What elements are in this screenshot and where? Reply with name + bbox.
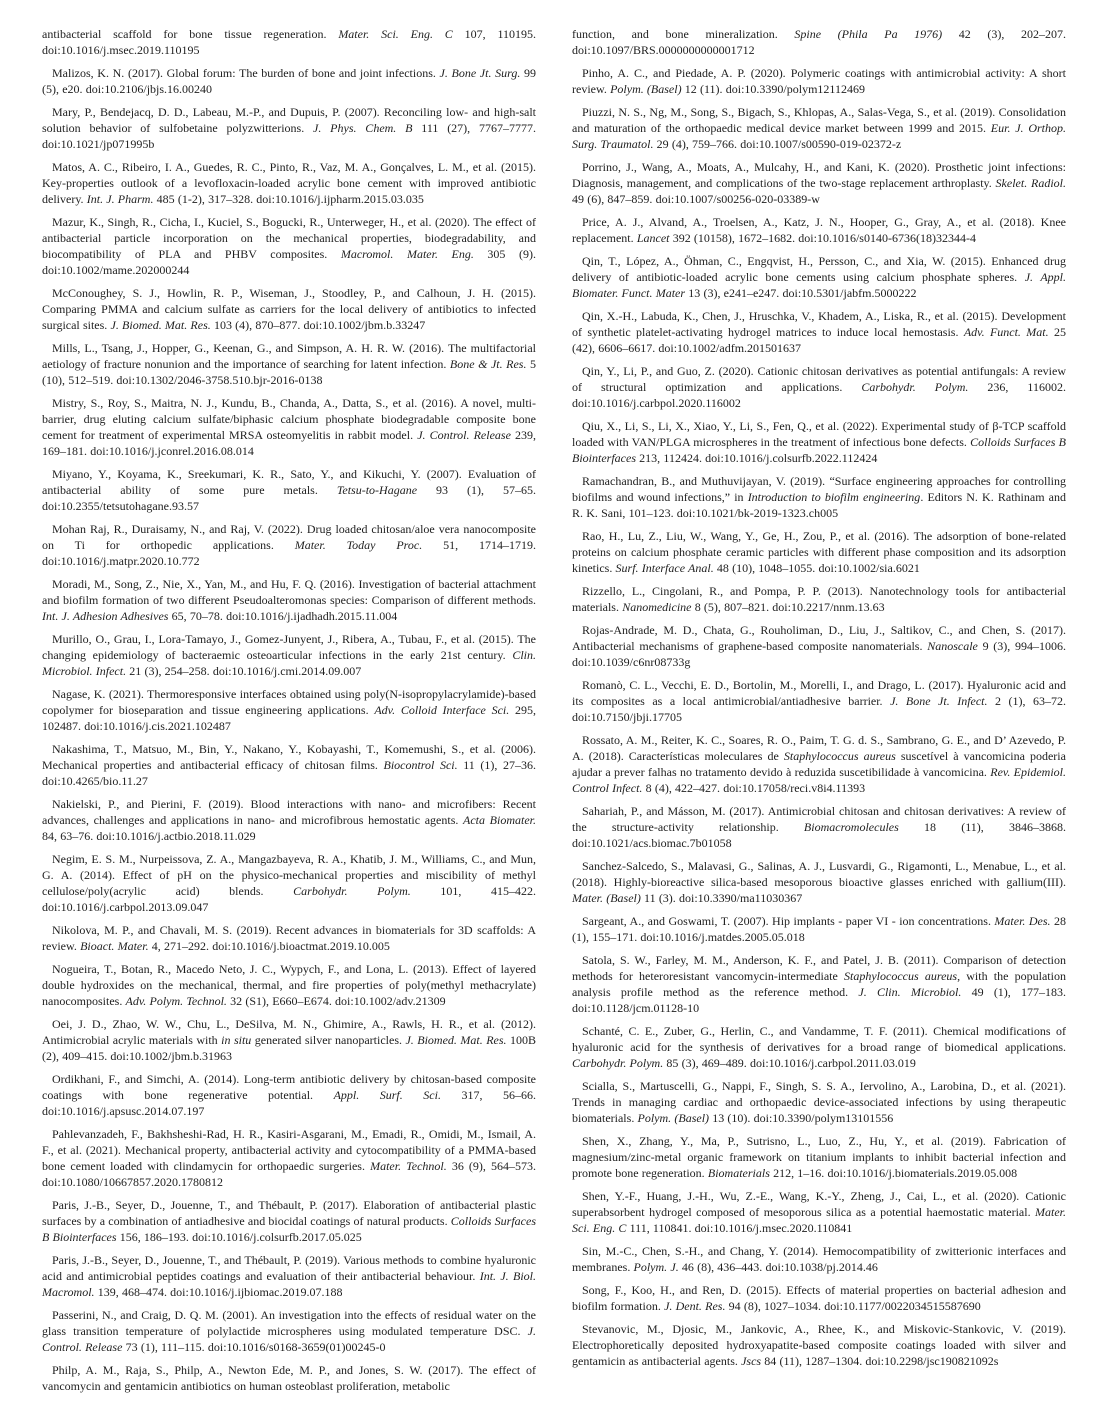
reference-item: [572, 1282, 1066, 1314]
reference-text-segment: 392 (10158), 1672–1682. doi:10.1016/s0140-6736(18)32344-4: [669, 231, 976, 245]
reference-text-segment: Paris, J.-B., Seyer, D., Jouenne, T., and Thébault, P. (2019). Various methods to combine hyaluronic acid and antimicrobial peptides coatings and evaluation of their antibacterial behaviour.: [42, 1253, 536, 1283]
reference-item: [572, 308, 1066, 356]
reference-italic-segment: J. Bone Jt. Surg.: [439, 66, 521, 80]
reference-text-segment: 49 (6), 847–859. doi:10.1007/s00256-020-03389-w: [572, 192, 820, 206]
reference-italic-segment: J. Dent. Res.: [664, 1299, 726, 1313]
reference-item: [42, 1071, 536, 1119]
reference-italic-segment: J. Appl. Biomater. Funct. Mater: [572, 270, 1066, 300]
reference-item: [42, 1016, 536, 1064]
reference-italic-segment: J. Control. Release: [42, 1324, 536, 1354]
reference-item: [572, 858, 1066, 906]
reference-italic-segment: Mater. Technol.: [370, 1159, 447, 1173]
reference-item: [572, 104, 1066, 152]
reference-item: [572, 159, 1066, 207]
reference-text-segment: 99 (5), e20. doi:10.2106/jbjs.16.00240: [42, 66, 536, 96]
reference-italic-segment: Carbohydr. Polym.: [572, 1056, 664, 1070]
reference-italic-segment: J. Biomed. Mat. Res.: [405, 1033, 507, 1047]
reference-text-segment: 111 (27), 7767–7777. doi:10.1021/jp071995b: [42, 121, 536, 151]
reference-text-segment: 5 (10), 512–519. doi:10.1302/2046-3758.510.bjr-2016-0138: [42, 357, 537, 387]
reference-text-segment: Sin, M.-C., Chen, S.-H., and Chang, Y. (2014). Hemocompatibility of zwitterionic interfaces and membranes.: [572, 1244, 1066, 1274]
reference-text-segment: Shen, Y.-F., Huang, J.-H., Wu, Z.-E., Wang, K.-Y., Zheng, J., Cai, L., et al. (2020). Cationic superabsorbent hydrogel composed of mesoporous silica as a potential haemostatic material.: [572, 1189, 1066, 1219]
reference-item: [572, 677, 1066, 725]
reference-text-segment: 48 (10), 1048–1055. doi:10.1002/sia.6021: [713, 561, 920, 575]
reference-text-segment: Nakielski, P., and Pierini, F. (2019). Blood interactions with nano- and microfibers: Recent advances, challenges and applications in nano- and microfibrous hemostatic agents.: [42, 797, 536, 827]
reference-text-segment: 103 (4), 870–877. doi:10.1002/jbm.b.33247: [210, 318, 426, 332]
reference-text-segment: Piuzzi, N. S., Ng, M., Song, S., Bigach, S., Khlopas, A., Salas-Vega, S., et al. (2019). Consolidation and maturation of the orthopaedic medical device market between 1999 and 2015.: [572, 105, 1066, 135]
reference-text-segment: 101, 415–422. doi:10.1016/j.carbpol.2013.09.047: [42, 884, 537, 914]
reference-text-segment: 305 (9). doi:10.1002/mame.202000244: [42, 247, 536, 277]
reference-italic-segment: Adv. Funct. Mat.: [963, 325, 1049, 339]
reference-text-segment: Sahariah, P., and Másson, M. (2017). Antimicrobial chitosan and chitosan derivatives: A review of the structure-activity relationship.: [572, 804, 1066, 834]
reference-text-segment: Qin, T., López, A., Öhman, C., Engqvist, H., Persson, C., and Xia, W. (2015). Enhanced drug delivery of antibiotic-loaded acrylic bone cements using calcium phosphate spheres.: [572, 254, 1066, 284]
reference-item: [42, 521, 536, 569]
reference-item: [42, 1307, 536, 1355]
reference-text-segment: 213, 112424. doi:10.1016/j.colsurfb.2022.112424: [635, 451, 878, 465]
reference-italic-segment: Int. J. Biol. Macromol.: [42, 1269, 536, 1299]
reference-item: [42, 1126, 536, 1190]
reference-text-segment: Murillo, O., Grau, I., Lora-Tamayo, J., Gomez-Junyent, J., Ribera, A., Tubau, F., et al. (2015). The changing epidemiology of bacteraemic osteoarticular infections in the early 21st century.: [42, 632, 536, 662]
reference-italic-segment: Rev. Epidemiol. Control Infect.: [572, 765, 1066, 795]
reference-italic-segment: Biomaterials: [707, 1166, 770, 1180]
reference-item: [42, 1197, 536, 1245]
reference-italic-segment: Eur. J. Orthop. Surg. Traumatol.: [572, 121, 1066, 151]
reference-item: [42, 741, 536, 789]
reference-text-segment: 107, 110195. doi:10.1016/j.msec.2019.110195: [42, 27, 537, 57]
reference-italic-segment: Int. J. Adhesion Adhesives: [42, 609, 169, 623]
reference-text-segment: 139, 468–474. doi:10.1016/j.ijbiomac.2019.07.188: [94, 1285, 343, 1299]
reference-italic-segment: Carbohydr. Polym.: [293, 884, 411, 898]
reference-item-continuation: [572, 26, 1066, 58]
reference-text-segment: . Editors N. K. Rathinam and R. K. Sani, 101–123. doi:10.1021/bk-2019-1323.ch005: [572, 490, 1066, 520]
reference-text-segment: Qin, X.-H., Labuda, K., Chen, J., Hruschka, V., Khadem, A., Liska, R., et al. (2015). Development of synthetic platelet-activating hydrogel matrices to induce local hemostasis.: [572, 309, 1066, 339]
reference-item: [42, 1252, 536, 1300]
reference-item: [572, 473, 1066, 521]
reference-text-segment: 12 (11). doi:10.3390/polym12112469: [681, 82, 865, 96]
reference-text-segment: 4, 271–292. doi:10.1016/j.bioactmat.2019.10.005: [148, 939, 390, 953]
reference-italic-segment: Tetsu-to-Hagane: [336, 483, 418, 497]
reference-text-segment: 28 (1), 155–171. doi:10.1016/j.matdes.2005.05.018: [572, 914, 1067, 944]
reference-italic-segment: Macromol. Mater. Eng.: [340, 247, 474, 261]
reference-italic-segment: Lancet: [636, 231, 670, 245]
reference-text-segment: 32 (S1), E660–E674. doi:10.1002/adv.21309: [226, 994, 446, 1008]
reference-italic-segment: Polym. (Basel): [637, 1111, 710, 1125]
reference-text-segment: function, and bone mineralization.: [572, 27, 795, 41]
reference-italic-segment: Clin. Microbiol. Infect.: [42, 648, 536, 678]
reference-text-segment: 94 (8), 1027–1034. doi:10.1177/0022034515587690: [725, 1299, 981, 1313]
reference-item: [572, 214, 1066, 246]
reference-italic-segment: Appl. Surf. Sci.: [333, 1088, 441, 1102]
reference-text-segment: Mills, L., Tsang, J., Hopper, G., Keenan, G., and Simpson, A. H. R. W. (2016). The multifactorial aetiology of fracture nonunion and the importance of searching for latent infection.: [42, 341, 536, 371]
reference-text-segment: Scialla, S., Martuscelli, G., Nappi, F., Singh, S. S. A., Iervolino, A., Larobina, D., et al. (2021). Trends in managing cardiac and orthopaedic device-associated infections by using therapeutic biomaterials.: [572, 1079, 1066, 1125]
reference-text-segment: 8 (4), 422–427. doi:10.17058/reci.v8i4.11393: [642, 781, 866, 795]
reference-text-segment: Mohan Raj, R., Duraisamy, N., and Raj, V. (2022). Drug loaded chitosan/aloe vera nanocomposite on Ti for orthopedic applications.: [42, 522, 536, 552]
reference-item: [42, 285, 536, 333]
reference-item: [42, 65, 536, 97]
reference-text-segment: 46 (8), 436–443. doi:10.1038/pj.2014.46: [678, 1260, 878, 1274]
reference-text-segment: Nakashima, T., Matsuo, M., Bin, Y., Nakano, Y., Kobayashi, T., Komemushi, S., et al. (2006). Mechanical properties and antibacterial efficacy of chitosan films.: [42, 742, 536, 772]
reference-text-segment: 485 (1-2), 317–328. doi:10.1016/j.ijpharm.2015.03.035: [153, 192, 424, 206]
reference-text-segment: Song, F., Koo, H., and Ren, D. (2015). Effects of material properties on bacterial adhesion and biofilm formation.: [572, 1283, 1066, 1313]
reference-italic-segment: Colloids Surfaces B Biointerfaces: [42, 1214, 536, 1244]
reference-text-segment: 13 (10). doi:10.3390/polym13101556: [709, 1111, 894, 1125]
reference-item: [572, 528, 1066, 576]
reference-text-segment: Stevanovic, M., Djosic, M., Jankovic, A., Rhee, K., and Miskovic-Stankovic, V. (2019). Electrophoretically deposited hydroxyapatite-based composite coatings loaded with silver and gentamicin as antibacterial agents.: [572, 1322, 1066, 1368]
reference-text-segment: Rossato, A. M., Reiter, K. C., Soares, R. O., Paim, T. G. d. S., Sambrano, G. E., and D’ Azevedo, P. A. (2018). Características moleculares de: [572, 733, 1066, 763]
reference-text-segment: 93 (1), 57–65. doi:10.2355/tetsutohagane.93.57: [42, 483, 536, 513]
reference-text-segment: Paris, J.-B., Seyer, D., Jouenne, T., and Thébault, P. (2017). Elaboration of antibacterial plastic surfaces by a combination of antiadhesive and biocidal coatings of natural products.: [42, 1198, 536, 1228]
reference-item: [572, 583, 1066, 615]
reference-italic-segment: J. Bone Jt. Infect.: [890, 694, 988, 708]
reference-text-segment: Schanté, C. E., Zuber, G., Herlin, C., and Vandamme, T. F. (2011). Chemical modifications of hyaluronic acid for the synthesis of derivatives for a broad range of biomedical applications.: [572, 1024, 1066, 1054]
reference-text-segment: 73 (1), 111–115. doi:10.1016/s0168-3659(01)00245-0: [122, 1340, 386, 1354]
reference-text-segment: Nogueira, T., Botan, R., Macedo Neto, J. C., Wypych, F., and Lona, L. (2013). Effect of layered double hydroxides on the mechanical, thermal, and fire properties of poly(methyl methacrylate) nanocomposites.: [42, 962, 536, 1008]
reference-text-segment: 111, 110841. doi:10.1016/j.msec.2020.110841: [626, 1221, 853, 1235]
reference-text-segment: Ramachandran, B., and Muthuvijayan, V. (2019). “Surface engineering approaches for controlling biofilms and wound infections,” in: [572, 474, 1066, 504]
references-column-right: [572, 26, 1066, 1418]
reference-item: [42, 961, 536, 1009]
reference-item: [572, 622, 1066, 670]
reference-item: [572, 363, 1066, 411]
reference-italic-segment: Bioact. Mater.: [80, 939, 149, 953]
reference-item: [42, 851, 536, 915]
reference-item: [572, 803, 1066, 851]
reference-text-segment: 2 (1), 63–72. doi:10.7150/jbji.17705: [572, 694, 1066, 724]
reference-text-segment: Romanò, C. L., Vecchi, E. D., Bortolin, M., Morelli, I., and Drago, L. (2017). Hyaluronic acid and its composites as a local antimicrobial/antiadhesive barrier.: [572, 678, 1066, 708]
reference-text-segment: McConoughey, S. J., Howlin, R. P., Wiseman, J., Stoodley, P., and Calhoun, J. H. (2015). Comparing PMMA and calcium sulfate as carriers for the local delivery of antibiotics to infected surgical sites.: [42, 286, 536, 332]
reference-italic-segment: J. Clin. Microbiol.: [858, 985, 962, 999]
reference-italic-segment: Adv. Polym. Technol.: [125, 994, 227, 1008]
reference-text-segment: 21 (3), 254–258. doi:10.1016/j.cmi.2014.09.007: [126, 664, 362, 678]
reference-text-segment: Price, A. J., Alvand, A., Troelsen, A., Katz, J. N., Hooper, G., Gray, A., et al. (2018). Knee replacement.: [572, 215, 1066, 245]
reference-item: [572, 1188, 1066, 1236]
reference-item: [572, 1133, 1066, 1181]
reference-text-segment: Mazur, K., Singh, R., Cicha, I., Kuciel, S., Bogucki, R., Unterweger, H., et al. (2020). The effect of antibacterial particle incorporation on the mechanical properties, biodegradability, and biocompatibility of PLA and PHBV composites.: [42, 215, 536, 261]
reference-text-segment: 18 (11), 3846–3868. doi:10.1021/acs.biomac.7b01058: [572, 820, 1066, 850]
reference-italic-segment: Skelet. Radiol.: [995, 176, 1066, 190]
reference-italic-segment: Biocontrol Sci.: [383, 758, 458, 772]
reference-italic-segment: Colloids Surfaces B Biointerfaces: [572, 435, 1066, 465]
reference-text-segment: Mistry, S., Roy, S., Maitra, N. J., Kundu, B., Chanda, A., Datta, S., et al. (2016). A novel, multi-barrier, drug eluting calcium sulfate/biphasic calcium phosphate biodegradable composite bone cement for treatment of experimental MRSA osteomyelitis in rabbit model.: [42, 396, 536, 442]
reference-italic-segment: Jscs: [741, 1354, 762, 1368]
reference-item: [42, 159, 536, 207]
reference-italic-segment: Mater. (Basel): [572, 891, 641, 905]
reference-text-segment: Rao, H., Lu, Z., Liu, W., Wang, Y., Ge, H., Zou, P., et al. (2016). The adsorption of bone-related proteins on calcium phosphate ceramic particles with different phase composition and its adsorption kinetics.: [572, 529, 1066, 575]
reference-item: [572, 253, 1066, 301]
reference-text-segment: Moradi, M., Song, Z., Nie, X., Yan, M., and Hu, F. Q. (2016). Investigation of bacterial attachment and biofilm formation of two different Pseudoalteromonas species: Comparison of different methods.: [42, 577, 536, 607]
reference-italic-segment: J. Control. Release: [417, 428, 511, 442]
reference-text-segment: 295, 102487. doi:10.1016/j.cis.2021.102487: [42, 703, 536, 733]
reference-item: [42, 796, 536, 844]
reference-text-segment: Pinho, A. C., and Piedade, A. P. (2020). Polymeric coatings with antimicrobial activity: A short review.: [572, 66, 1066, 96]
reference-text-segment: 8 (5), 807–821. doi:10.2217/nnm.13.63: [691, 600, 885, 614]
reference-text-segment: 11 (3). doi:10.3390/ma11030367: [640, 891, 803, 905]
reference-text-segment: , with the population analysis profile method as the reference method.: [572, 969, 1066, 999]
reference-italic-segment: Mater. Sci. Eng. C: [572, 1205, 1066, 1235]
reference-item: [572, 732, 1066, 796]
reference-italic-segment: Polym. J.: [633, 1260, 679, 1274]
reference-italic-segment: Nanoscale: [927, 639, 978, 653]
reference-text-segment: Malizos, K. N. (2017). Global forum: The burden of bone and joint infections.: [52, 66, 440, 80]
reference-text-segment: Qiu, X., Li, S., Li, X., Xiao, Y., Li, S., Fen, Q., et al. (2022). Experimental study of β-TCP scaffold loaded with VAN/PLGA microspheres in the treatment of infectious bone defects.: [572, 419, 1066, 449]
reference-text-segment: Sanchez-Salcedo, S., Malavasi, G., Salinas, A. J., Lusvardi, G., Rigamonti, L., Menabue, L., et al. (2018). Highly-bioreactive silica-based mesoporous bioactive glasses enriched with gallium(III).: [572, 859, 1066, 889]
reference-text-segment: 25 (42), 6606–6617. doi:10.1002/adfm.201501637: [572, 325, 1066, 355]
reference-text-segment: generated silver nanoparticles.: [251, 1033, 406, 1047]
reference-item: [42, 395, 536, 459]
reference-item: [42, 340, 536, 388]
reference-item: [42, 1362, 536, 1394]
reference-item: [572, 1078, 1066, 1126]
reference-italic-segment: J. Phys. Chem. B: [313, 121, 413, 135]
reference-item: [42, 576, 536, 624]
reference-text-segment: suscetível à vancomicina poderia ajudar a prever falhas no tratamento devido à reduzida suscetibilidade à vancomicina.: [572, 749, 1066, 779]
reference-italic-segment: Int. J. Pharm.: [86, 192, 154, 206]
reference-text-segment: antibacterial scaffold for bone tissue regeneration.: [42, 27, 339, 41]
reference-item: [42, 466, 536, 514]
reference-italic-segment: Bone & Jt. Res.: [449, 357, 527, 371]
reference-text-segment: Passerini, N., and Craig, D. Q. M. (2001). An investigation into the effects of residual water on the glass transition temperature of polylactide microspheres using modulated temperature DSC.: [42, 1308, 536, 1338]
reference-text-segment: Rojas-Andrade, M. D., Chata, G., Rouholiman, D., Liu, J., Saltikov, C., and Chen, S. (2017). Antibacterial mechanisms of graphene-based composite nanomaterials.: [572, 623, 1066, 653]
reference-italic-segment: in situ: [221, 1033, 252, 1047]
reference-text-segment: 84 (11), 1287–1304. doi:10.2298/jsc190821092s: [761, 1354, 999, 1368]
reference-text-segment: 236, 116002. doi:10.1016/j.carbpol.2020.116002: [572, 380, 1066, 410]
reference-italic-segment: Polym. (Basel): [610, 82, 682, 96]
reference-italic-segment: Mater. Today Proc.: [294, 538, 423, 552]
reference-text-segment: Ordikhani, F., and Simchi, A. (2014). Long-term antibiotic delivery by chitosan-based composite coatings with bone regenerative potential.: [42, 1072, 536, 1102]
reference-item: [572, 913, 1066, 945]
reference-text-segment: Nikolova, M. P., and Chavali, M. S. (2019). Recent advances in biomaterials for 3D scaffolds: A review.: [42, 923, 536, 953]
reference-italic-segment: Acta Biomater.: [463, 813, 536, 827]
reference-text-segment: Qin, Y., Li, P., and Guo, Z. (2020). Cationic chitosan derivatives as potential antifungals: A review of structural optimization and applications.: [572, 364, 1066, 394]
reference-text-segment: 51, 1714–1719. doi:10.1016/j.matpr.2020.10.772: [42, 538, 536, 568]
reference-item: [572, 1243, 1066, 1275]
reference-text-segment: 156, 186–193. doi:10.1016/j.colsurfb.2017.05.025: [116, 1230, 362, 1244]
reference-item: [42, 214, 536, 278]
reference-text-segment: 11 (1), 27–36. doi:10.4265/bio.11.27: [42, 758, 536, 788]
reference-text-segment: 84, 63–76. doi:10.1016/j.actbio.2018.11.029: [42, 829, 256, 843]
reference-text-segment: Philp, A. M., Raja, S., Philp, A., Newton Ede, M. P., and Jones, S. W. (2017). The effect of vancomycin and gentamicin antibiotics on human osteoblast proliferation, metabolic: [42, 1363, 536, 1393]
reference-text-segment: 65, 70–78. doi:10.1016/j.ijadhadh.2015.11.004: [168, 609, 398, 623]
reference-item: [42, 631, 536, 679]
reference-item: [572, 1321, 1066, 1369]
reference-item: [572, 418, 1066, 466]
reference-italic-segment: Carbohydr. Polym.: [861, 380, 969, 394]
reference-text-segment: Porrino, J., Wang, A., Moats, A., Mulcahy, H., and Kani, K. (2020). Prosthetic joint infections: Diagnosis, management, and complications of the two-stage replacement arthroplasty.: [572, 160, 1066, 190]
reference-text-segment: Negim, E. S. M., Nurpeissova, Z. A., Mangazbayeva, R. A., Khatib, J. M., Williams, C., and Mun, G. A. (2014). Effect of pH on the physico-mechanical properties and miscibility of methyl cellulose/poly(acrylic acid) blends.: [42, 852, 536, 898]
reference-text-segment: 29 (4), 759–766. doi:10.1007/s00590-019-02372-z: [653, 137, 902, 151]
reference-item: [42, 686, 536, 734]
reference-item-continuation: [42, 26, 536, 58]
reference-text-segment: Nagase, K. (2021). Thermoresponsive interfaces obtained using poly(N-isopropylacrylamide)-based copolymer for bioseparation and tissue engineering applications.: [42, 687, 536, 717]
reference-text-segment: Miyano, Y., Koyama, K., Sreekumari, K. R., Sato, Y., and Kikuchi, Y. (2007). Evaluation of antibacterial ability of some pure metals.: [42, 467, 536, 497]
reference-italic-segment: Adv. Colloid Interface Sci.: [374, 703, 510, 717]
reference-text-segment: 42 (3), 202–207. doi:10.1097/BRS.0000000000001712: [572, 27, 1066, 57]
reference-item: [42, 104, 536, 152]
reference-text-segment: 212, 1–16. doi:10.1016/j.biomaterials.2019.05.008: [769, 1166, 1018, 1180]
reference-italic-segment: Nanomedicine: [622, 600, 692, 614]
reference-text-segment: 100B (2), 409–415. doi:10.1002/jbm.b.31963: [42, 1033, 536, 1063]
reference-text-segment: 13 (3), e241–e247. doi:10.5301/jabfm.5000222: [685, 286, 917, 300]
reference-text-segment: 239, 169–181. doi:10.1016/j.jconrel.2016.08.014: [42, 428, 537, 458]
reference-italic-segment: Mater. Sci. Eng. C: [338, 27, 453, 41]
reference-item: [572, 952, 1066, 1016]
reference-text-segment: 317, 56–66. doi:10.1016/j.apsusc.2014.07.197: [42, 1088, 537, 1118]
reference-text-segment: Oei, J. D., Zhao, W. W., Chu, L., DeSilva, M. N., Ghimire, A., Rawls, H. R., et al. (2012). Antimicrobial acrylic materials with: [42, 1017, 536, 1047]
reference-item: [572, 1023, 1066, 1071]
reference-italic-segment: Spine (Phila Pa 1976): [794, 27, 943, 41]
reference-text-segment: Pahlevanzadeh, F., Bakhsheshi-Rad, H. R., Kasiri-Asgarani, M., Emadi, R., Omidi, M., Ismail, A. F., et al. (2021). Mechanical property, antibacterial activity and cytocompatibility of a PMMA-based bone cement loaded with clindamycin for orthopaedic surgeries.: [42, 1127, 536, 1173]
reference-item: [42, 922, 536, 954]
reference-italic-segment: Biomacromolecules: [803, 820, 899, 834]
reference-text-segment: 49 (1), 177–183. doi:10.1128/jcm.01128-10: [572, 985, 1067, 1015]
reference-italic-segment: Staphylococcus aureus: [844, 969, 958, 983]
reference-text-segment: 85 (3), 469–489. doi:10.1016/j.carbpol.2011.03.019: [663, 1056, 916, 1070]
reference-text-segment: 36 (9), 564–573. doi:10.1080/10667857.2020.1780812: [42, 1159, 536, 1189]
reference-italic-segment: Introduction to biofilm engineering: [747, 490, 921, 504]
reference-text-segment: Matos, A. C., Ribeiro, I. A., Guedes, R. C., Pinto, R., Vaz, M. A., Gonçalves, L. M., et al. (2015). Key-properties outlook of a levofloxacin-loaded acrylic bone cement with improved antibiotic delivery.: [42, 160, 536, 206]
reference-text-segment: 9 (3), 994–1006. doi:10.1039/c6nr08733g: [572, 639, 1067, 669]
reference-italic-segment: Surf. Interface Anal.: [615, 561, 714, 575]
reference-italic-segment: Mater. Des.: [994, 914, 1051, 928]
references-column-left: [42, 26, 536, 1418]
reference-text-segment: Satola, S. W., Farley, M. M., Anderson, K. F., and Patel, J. B. (2011). Comparison of detection methods for heteroresistant vancomycin-intermediate: [572, 953, 1066, 983]
reference-text-segment: Sargeant, A., and Goswami, T. (2007). Hip implants - paper VI - ion concentrations.: [582, 914, 995, 928]
reference-text-segment: Shen, X., Zhang, Y., Ma, P., Sutrisno, L., Luo, Z., Hu, Y., et al. (2019). Fabrication of magnesium/zinc-metal organic framework on titanium implants to inhibit bacterial infection and promote bone regeneration.: [572, 1134, 1066, 1180]
reference-text-segment: Mary, P., Bendejacq, D. D., Labeau, M.-P., and Dupuis, P. (2007). Reconciling low- and high-salt solution behavior of sulfobetaine polyzwitterions.: [42, 105, 536, 135]
reference-italic-segment: Staphylococcus aureus: [783, 749, 896, 763]
reference-text-segment: Rizzello, L., Cingolani, R., and Pompa, P. P. (2013). Nanotechnology tools for antibacterial materials.: [572, 584, 1066, 614]
reference-italic-segment: J. Biomed. Mat. Res.: [110, 318, 211, 332]
reference-item: [572, 65, 1066, 97]
